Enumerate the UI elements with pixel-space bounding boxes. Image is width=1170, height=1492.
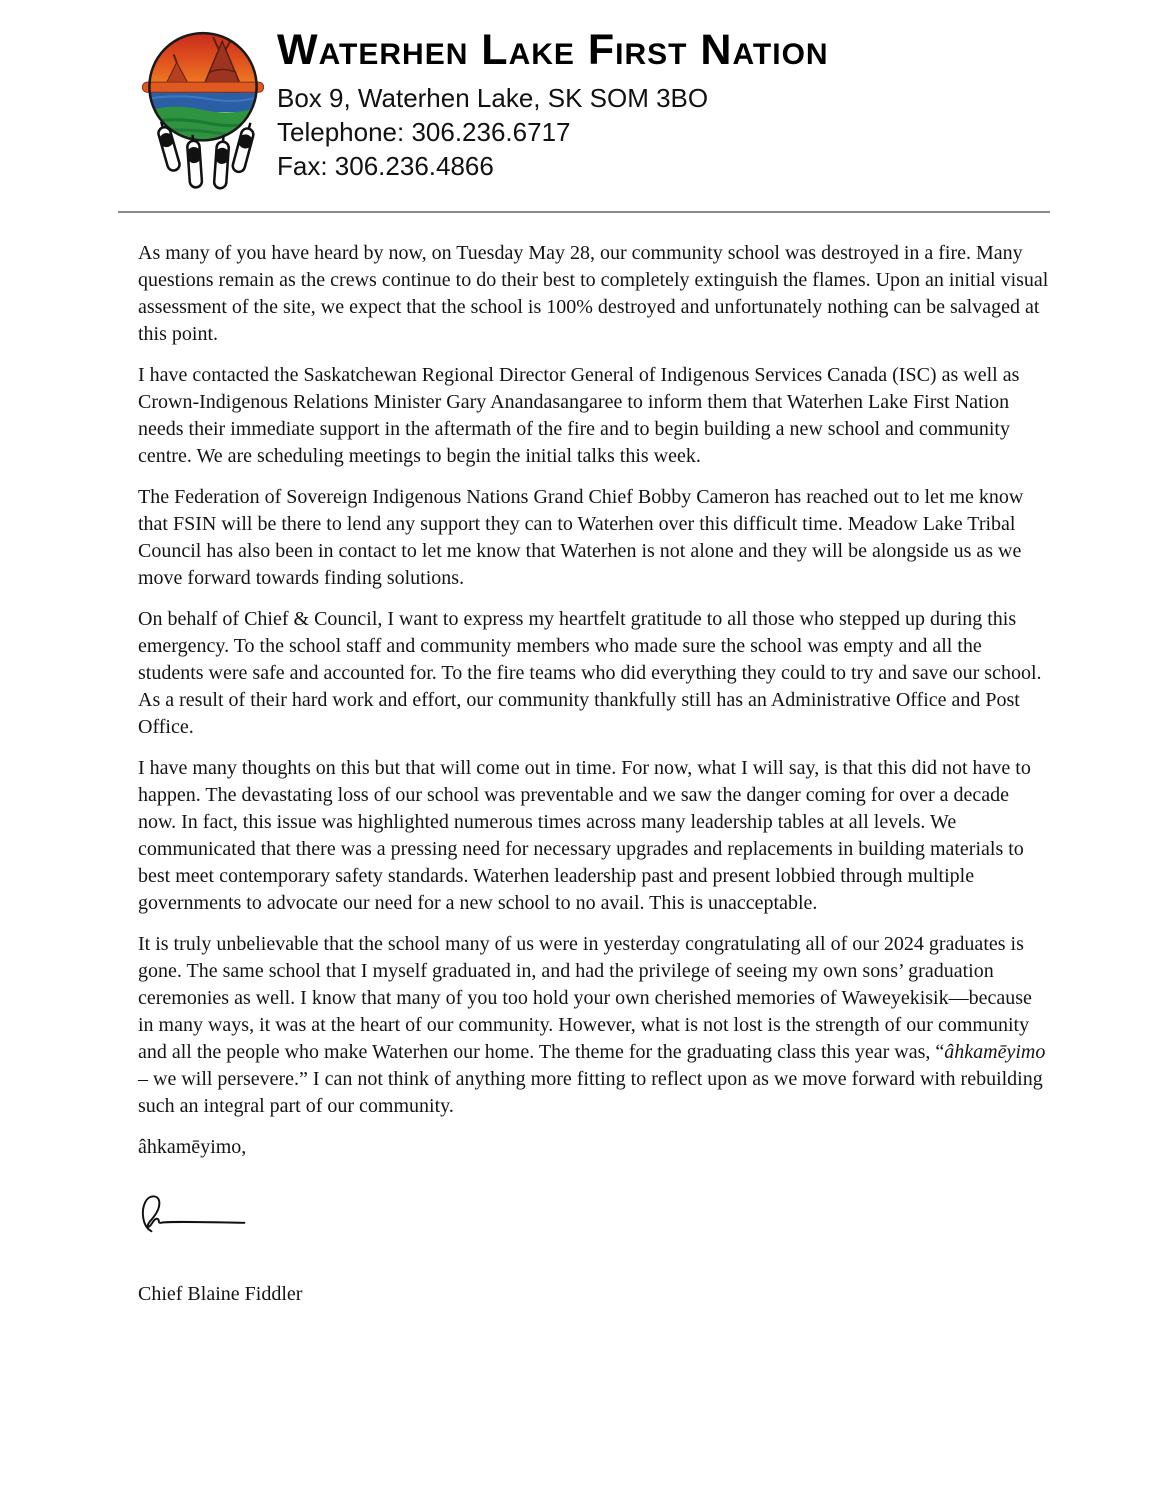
letter-paragraph-2: I have contacted the Saskatchewan Regional Director General of Indigenous Services Canada (ISC) as well as Crown-Indigenous Relations Minister Gary Anandasangaree to inform them that Waterhen Lake First Nation needs their immediate support in the aftermath of the fire and to begin building a new school and community centre. We are scheduling meetings to begin the initial talks this week.: [138, 364, 1020, 467]
header-divider: [118, 211, 1050, 213]
closing-word: âhkamēyimo,: [138, 1136, 247, 1158]
contact-block: [277, 81, 829, 183]
paragraph-6-cree-word: âhkamēyimo: [944, 1041, 1046, 1063]
letter-paragraph-1: As many of you have heard by now, on Tuesday May 28, our community school was destroyed in a fire. Many questions remain as the crews continue to do their best to completely extinguish the flames. Upon an initial visual assessment of the site, we expect that the school is 100% destroyed and unfortunately nothing can be salvaged at this point.: [138, 242, 1049, 345]
signer-name: Chief Blaine Fiddler: [138, 1283, 303, 1305]
letter-paragraph-4: On behalf of Chief & Council, I want to express my heartfelt gratitude to all those who stepped up during this emergency. To the school staff and community members who made sure the school was empty and all the students were safe and accounted for. To the fire teams who did everything they could to try and save our school. As a result of their hard work and effort, our community thankfully still has an Administrative Office and Post Office.: [138, 608, 1042, 738]
first-nation-logo-icon: [142, 26, 264, 198]
letterhead: [0, 0, 1170, 215]
letter-paragraph-3: The Federation of Sovereign Indigenous Nations Grand Chief Bobby Cameron has reached out to let me know that FSIN will be there to lend any support they can to Waterhen over this difficult time. Meadow Lake Tribal Council has also been in contact to let me know that Waterhen is not alone and they will be alongside us as we move forward towards finding solutions.: [138, 486, 1024, 589]
paragraph-6-before: It is truly unbelievable that the school many of us were in yesterday congratulating all of our 2024 graduates is gone. The same school that I myself graduated in, and had the privilege of seeing my own sons’ graduation ceremonies as well. I know that many of you too hold your own cherished memories of Waweyekisik—because in many ways, it was at the heart of our community. However, what is not lost is the strength of our community and all the people who make Waterhen our home. The theme for the graduating class this year was, “: [138, 933, 1032, 1063]
signature-icon: [138, 1183, 250, 1243]
letterhead-text: [277, 28, 829, 183]
org-fax: Fax: 306.236.4866: [277, 151, 494, 182]
paragraph-6-after: – we will persevere.” I can not think of anything more fitting to reflect upon as we move forward with rebuilding such an integral part of our community.: [138, 1068, 1043, 1117]
letter-paragraph-5: I have many thoughts on this but that will come out in time. For now, what I will say, is that this did not have to happen. The devastating loss of our school was preventable and we saw the danger coming for over a decade now. In fact, this issue was highlighted numerous times across many leadership tables at all levels. We communicated that there was a pressing need for necessary upgrades and replacements in building materials to best meet contemporary safety standards. Waterhen leadership past and present lobbied through multiple governments to advocate our need for a new school to no avail. This is unacceptable.: [138, 757, 1031, 914]
letter-body: [138, 240, 1050, 1308]
org-address: Box 9, Waterhen Lake, SK SOM 3BO: [277, 83, 709, 114]
org-phone: Telephone: 306.236.6717: [277, 117, 571, 148]
org-name: Waterhen Lake First Nation: [277, 26, 829, 74]
letter-paragraph-6: [138, 931, 1050, 1120]
